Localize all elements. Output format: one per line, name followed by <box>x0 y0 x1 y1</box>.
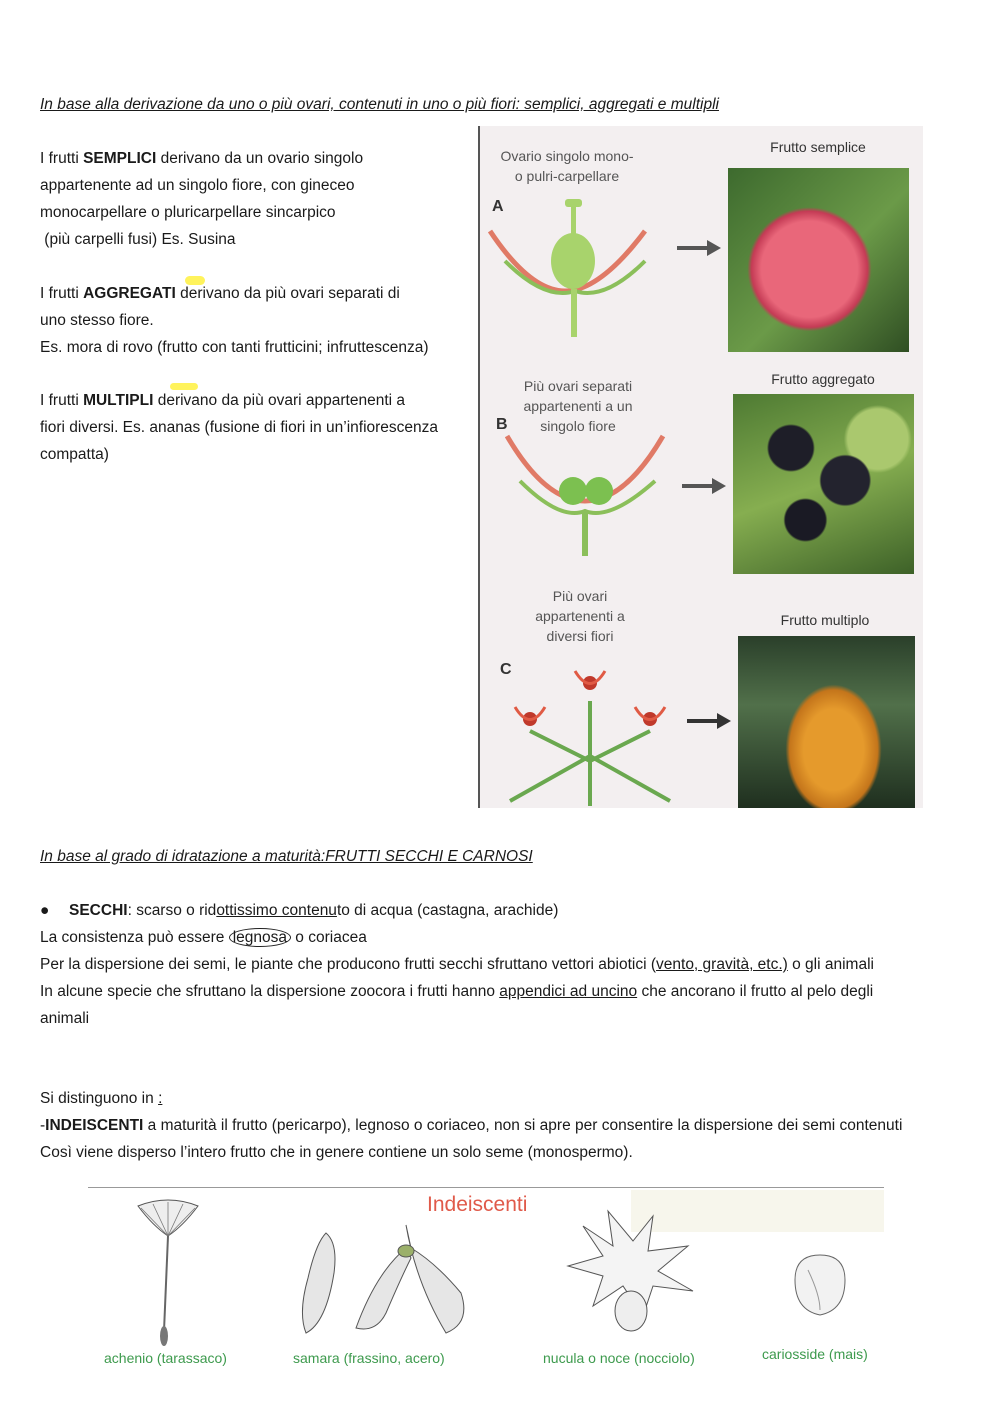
flower-diagram-b <box>505 431 675 561</box>
text-line: animali <box>40 1010 90 1027</box>
underlined-text: : <box>158 1090 163 1107</box>
figure-title: Indeiscenti <box>427 1193 528 1216</box>
text: derivano da più ovari appartenenti a <box>153 392 406 409</box>
caption-cariosside: cariosside (mais) <box>762 1346 868 1362</box>
text: a maturità il frutto (pericarpo), legnoso o coriaceo, non si apre per consentire la dispersione dei semi contenuti <box>143 1117 903 1134</box>
title-frutto-aggregato: Frutto aggregato <box>771 371 875 387</box>
underlined-text: vento, gravità, etc.) <box>656 956 788 973</box>
flower-diagram-c <box>500 661 690 806</box>
text: : scarso o rid <box>127 902 217 919</box>
arrow-icon <box>680 476 730 496</box>
text: derivano da un ovario singolo <box>156 150 364 167</box>
text: I frutti <box>40 285 84 302</box>
caption-achenio: achenio (tarassaco) <box>104 1350 227 1366</box>
term-aggregati: AGGREGATI <box>83 285 176 302</box>
paragraph-semplici <box>40 145 363 253</box>
text-line: Es. mora di rovo (frutto con tanti frutticini; infruttescenza) <box>40 339 429 356</box>
text: che ancorano il frutto al pelo degli <box>637 983 874 1000</box>
bullet: ● <box>40 902 50 919</box>
samara-drawing <box>296 1223 476 1343</box>
label-c: Più ovari appartenenti a diversi fiori <box>535 588 625 644</box>
text-line: uno stesso fiore. <box>40 312 154 329</box>
text: Per la dispersione dei semi, le piante che producono frutti secchi sfruttano vettori abiotici ( <box>40 956 657 973</box>
paragraph-aggregati <box>40 280 429 361</box>
text-line: appartenente ad un singolo fiore, con gineceo <box>40 177 355 194</box>
letter-c: C <box>500 661 512 678</box>
letter-a: A <box>492 198 504 215</box>
text: La consistenza può essere <box>40 929 229 946</box>
paragraph-secchi <box>40 897 980 1032</box>
title-frutto-multiplo: Frutto multiplo <box>780 612 870 628</box>
label-a: Ovario singolo mono- o pulri-carpellare <box>500 148 634 184</box>
caption-samara: samara (frassino, acero) <box>293 1350 445 1366</box>
text: I frutti <box>40 392 84 409</box>
text-line: fiori diversi. Es. ananas (fusione di fiori in un’infiorescenza <box>40 419 439 436</box>
term-indeiscenti: INDEISCENTI <box>45 1117 144 1134</box>
text: - <box>40 1117 46 1134</box>
arrow-icon <box>675 238 725 258</box>
label-b: Più ovari separati appartenenti a un singolo fiore <box>523 378 633 434</box>
text: o coriacea <box>291 929 367 946</box>
achenio-drawing <box>133 1196 203 1346</box>
cariosside-drawing <box>790 1250 850 1320</box>
text: In alcune specie che sfruttano la dispersione zoocora i frutti hanno <box>40 983 500 1000</box>
text: I frutti <box>40 150 84 167</box>
letter-b: B <box>496 416 508 433</box>
circled-text-legnosa: legnosa <box>229 928 291 947</box>
term-multipli: MULTIPLI <box>83 392 154 409</box>
underlined-text: ottissimo contenu <box>216 902 337 919</box>
term-semplici: SEMPLICI <box>83 150 157 167</box>
text: Si distinguono in <box>40 1090 159 1107</box>
photo-susina <box>728 168 909 352</box>
paragraph-indeiscenti <box>40 1085 990 1166</box>
caption-nucula: nucula o noce (nocciolo) <box>543 1350 695 1366</box>
text: to di acqua (castagna, arachide) <box>336 902 559 919</box>
term-secchi: SECCHI <box>69 902 128 919</box>
nucula-drawing <box>563 1206 703 1346</box>
text-line: Così viene disperso l’intero frutto che in genere contiene un solo seme (monospermo). <box>40 1144 633 1161</box>
section-heading-idratazione: In base al grado di idratazione a maturità:FRUTTI SECCHI E CARNOSI <box>40 848 533 865</box>
text: derivano da più ovari separati di <box>175 285 400 302</box>
photo-ananas <box>738 636 915 808</box>
text: o gli animali <box>787 956 874 973</box>
fruit-types-figure <box>478 126 923 808</box>
photo-mora <box>733 394 914 574</box>
flower-diagram-a <box>485 191 665 341</box>
indeiscenti-figure <box>88 1187 884 1378</box>
text-line: compatta) <box>40 446 109 463</box>
underlined-text: appendici ad uncino <box>499 983 638 1000</box>
arrow-icon <box>685 711 735 731</box>
text-line: (più carpelli fusi) Es. Susina <box>40 231 236 248</box>
text-line: monocarpellare o pluricarpellare sincarpico <box>40 204 336 221</box>
title-frutto-semplice: Frutto semplice <box>770 139 866 155</box>
paragraph-multipli <box>40 387 438 468</box>
section-heading-derivazione: In base alla derivazione da uno o più ovari, contenuti in uno o più fiori: semplici, aggregati e multipli <box>40 96 719 113</box>
